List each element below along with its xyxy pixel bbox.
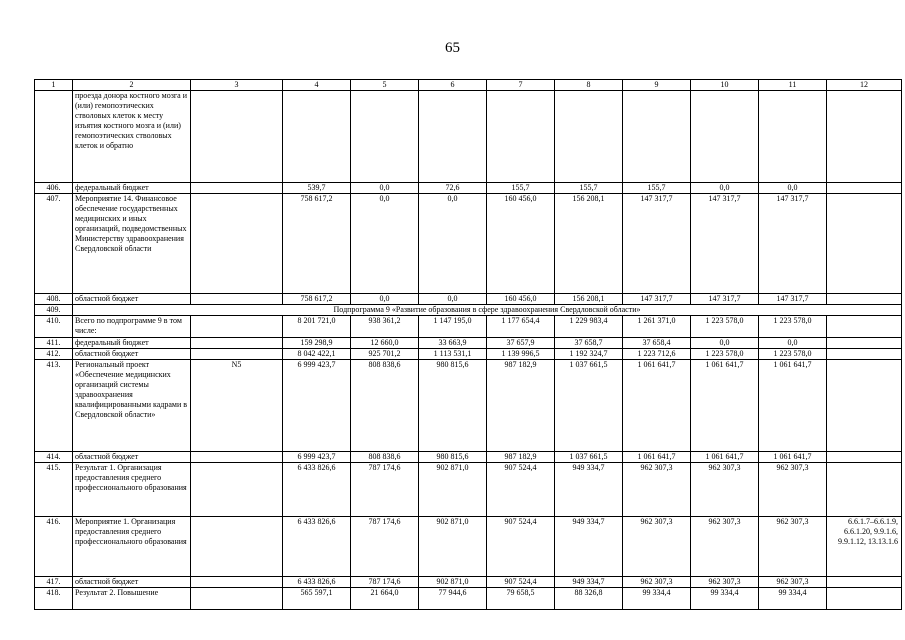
amount-cell: 0,0 <box>419 194 487 294</box>
header-cell: 12 <box>827 80 902 91</box>
item-code <box>191 349 283 360</box>
amount-cell: 962 307,3 <box>691 463 759 517</box>
amount-cell: 907 524,4 <box>487 463 555 517</box>
table-row <box>35 294 902 305</box>
amount-cell: 962 307,3 <box>691 577 759 588</box>
amount-cell: 1 223 578,0 <box>691 349 759 360</box>
table-row <box>35 316 902 338</box>
amount-cell: 987 182,9 <box>487 452 555 463</box>
amount-cell: 0,0 <box>351 183 419 194</box>
amount-cell <box>623 91 691 183</box>
amount-cell: 0,0 <box>759 338 827 349</box>
target-indicators <box>827 338 902 349</box>
budget-table <box>34 79 902 610</box>
amount-cell: 1 223 712,6 <box>623 349 691 360</box>
amount-cell: 8 042 422,1 <box>283 349 351 360</box>
row-number: 409. <box>35 305 73 316</box>
amount-cell: 88 326,8 <box>555 588 623 610</box>
amount-cell: 808 838,6 <box>351 452 419 463</box>
amount-cell: 79 658,5 <box>487 588 555 610</box>
header-cell: 7 <box>487 80 555 91</box>
amount-cell: 6 999 423,7 <box>283 452 351 463</box>
amount-cell <box>351 91 419 183</box>
amount-cell: 147 317,7 <box>623 194 691 294</box>
table-row <box>35 463 902 517</box>
amount-cell: 6 433 826,6 <box>283 517 351 577</box>
table-row <box>35 91 902 183</box>
item-code <box>191 91 283 183</box>
amount-cell: 758 617,2 <box>283 194 351 294</box>
amount-cell <box>759 91 827 183</box>
amount-cell: 37 657,9 <box>487 338 555 349</box>
amount-cell: 962 307,3 <box>759 463 827 517</box>
table-row <box>35 338 902 349</box>
amount-cell: 938 361,2 <box>351 316 419 338</box>
header-cell: 1 <box>35 80 73 91</box>
row-number: 410. <box>35 316 73 338</box>
target-indicators <box>827 349 902 360</box>
table-row <box>35 349 902 360</box>
table-row <box>35 577 902 588</box>
amount-cell: 1 223 578,0 <box>759 349 827 360</box>
amount-cell: 8 201 721,0 <box>283 316 351 338</box>
amount-cell <box>487 91 555 183</box>
item-code <box>191 452 283 463</box>
item-name: Результат 2. Повышение <box>73 588 191 610</box>
amount-cell: 902 871,0 <box>419 463 487 517</box>
amount-cell: 147 317,7 <box>691 194 759 294</box>
row-number: 418. <box>35 588 73 610</box>
item-name: Всего по подпрограмме 9 в том числе: <box>73 316 191 338</box>
amount-cell: 155,7 <box>623 183 691 194</box>
header-row <box>35 80 902 91</box>
amount-cell: 907 524,4 <box>487 577 555 588</box>
amount-cell: 37 658,7 <box>555 338 623 349</box>
amount-cell: 72,6 <box>419 183 487 194</box>
target-indicators <box>827 316 902 338</box>
amount-cell: 147 317,7 <box>623 294 691 305</box>
amount-cell <box>555 91 623 183</box>
amount-cell <box>691 91 759 183</box>
item-name: федеральный бюджет <box>73 338 191 349</box>
amount-cell: 6 999 423,7 <box>283 360 351 452</box>
amount-cell: 77 944,6 <box>419 588 487 610</box>
amount-cell: 160 456,0 <box>487 194 555 294</box>
header-cell: 10 <box>691 80 759 91</box>
amount-cell: 1 147 195,0 <box>419 316 487 338</box>
amount-cell: 6 433 826,6 <box>283 577 351 588</box>
target-indicators <box>827 588 902 610</box>
amount-cell: 962 307,3 <box>623 463 691 517</box>
row-number: 413. <box>35 360 73 452</box>
amount-cell: 147 317,7 <box>691 294 759 305</box>
amount-cell: 1 061 641,7 <box>759 452 827 463</box>
amount-cell: 808 838,6 <box>351 360 419 452</box>
amount-cell <box>419 91 487 183</box>
amount-cell: 147 317,7 <box>759 294 827 305</box>
amount-cell: 99 334,4 <box>759 588 827 610</box>
amount-cell: 787 174,6 <box>351 577 419 588</box>
amount-cell: 949 334,7 <box>555 577 623 588</box>
amount-cell: 0,0 <box>351 194 419 294</box>
amount-cell: 1 229 983,4 <box>555 316 623 338</box>
row-number: 416. <box>35 517 73 577</box>
item-code <box>191 517 283 577</box>
amount-cell: 0,0 <box>351 294 419 305</box>
item-code <box>191 588 283 610</box>
amount-cell: 1 177 654,4 <box>487 316 555 338</box>
amount-cell: 0,0 <box>419 294 487 305</box>
amount-cell: 156 208,1 <box>555 294 623 305</box>
header-cell: 8 <box>555 80 623 91</box>
amount-cell: 1 061 641,7 <box>623 452 691 463</box>
item-name: областной бюджет <box>73 294 191 305</box>
item-code <box>191 338 283 349</box>
amount-cell: 1 061 641,7 <box>691 452 759 463</box>
target-indicators <box>827 577 902 588</box>
amount-cell: 1 061 641,7 <box>691 360 759 452</box>
amount-cell: 21 664,0 <box>351 588 419 610</box>
item-name: Результат 1. Организация предоставления среднего профессионального образования <box>73 463 191 517</box>
amount-cell: 1 037 661,5 <box>555 452 623 463</box>
item-name: областной бюджет <box>73 452 191 463</box>
amount-cell: 155,7 <box>487 183 555 194</box>
amount-cell: 949 334,7 <box>555 517 623 577</box>
amount-cell: 787 174,6 <box>351 463 419 517</box>
amount-cell: 1 139 996,5 <box>487 349 555 360</box>
item-name: областной бюджет <box>73 577 191 588</box>
header-cell: 11 <box>759 80 827 91</box>
amount-cell: 6 433 826,6 <box>283 463 351 517</box>
amount-cell: 1 261 371,0 <box>623 316 691 338</box>
amount-cell: 902 871,0 <box>419 577 487 588</box>
amount-cell: 787 174,6 <box>351 517 419 577</box>
item-name: проезда донора костного мозга и (или) гемопоэтических стволовых клеток к месту изъятия костного мозга и (или) гемопоэтических стволовых клеток и обратно <box>73 91 191 183</box>
amount-cell: 980 815,6 <box>419 452 487 463</box>
item-code <box>191 577 283 588</box>
amount-cell: 0,0 <box>691 338 759 349</box>
row-number: 417. <box>35 577 73 588</box>
amount-cell: 902 871,0 <box>419 517 487 577</box>
amount-cell: 156 208,1 <box>555 194 623 294</box>
header-cell: 5 <box>351 80 419 91</box>
amount-cell: 987 182,9 <box>487 360 555 452</box>
row-number: 406. <box>35 183 73 194</box>
amount-cell: 33 663,9 <box>419 338 487 349</box>
amount-cell: 0,0 <box>691 183 759 194</box>
item-name: Региональный проект «Обеспечение медицинских организаций системы здравоохранения квалифицированными кадрами в Свердловской области» <box>73 360 191 452</box>
header-cell: 2 <box>73 80 191 91</box>
row-number: 407. <box>35 194 73 294</box>
amount-cell: 962 307,3 <box>623 517 691 577</box>
table-row <box>35 517 902 577</box>
row-number: 414. <box>35 452 73 463</box>
table-row <box>35 305 902 316</box>
amount-cell: 907 524,4 <box>487 517 555 577</box>
amount-cell: 565 597,1 <box>283 588 351 610</box>
item-name: областной бюджет <box>73 349 191 360</box>
amount-cell: 1 192 324,7 <box>555 349 623 360</box>
amount-cell: 962 307,3 <box>759 517 827 577</box>
amount-cell <box>283 91 351 183</box>
table-row <box>35 588 902 610</box>
item-name: федеральный бюджет <box>73 183 191 194</box>
amount-cell: 155,7 <box>555 183 623 194</box>
target-indicators <box>827 463 902 517</box>
row-number <box>35 91 73 183</box>
table-row <box>35 452 902 463</box>
table-row <box>35 194 902 294</box>
item-code <box>191 463 283 517</box>
amount-cell: 539,7 <box>283 183 351 194</box>
amount-cell: 962 307,3 <box>691 517 759 577</box>
amount-cell: 99 334,4 <box>623 588 691 610</box>
target-indicators <box>827 452 902 463</box>
target-indicators: 6.6.1.7–6.6.1.9, 6.6.1.20, 9.9.1.6, 9.9.1.12, 13.13.1.6 <box>827 517 902 577</box>
amount-cell: 0,0 <box>759 183 827 194</box>
amount-cell: 159 298,9 <box>283 338 351 349</box>
item-code <box>191 194 283 294</box>
row-number: 411. <box>35 338 73 349</box>
amount-cell: 1 223 578,0 <box>759 316 827 338</box>
amount-cell: 1 061 641,7 <box>759 360 827 452</box>
amount-cell: 949 334,7 <box>555 463 623 517</box>
target-indicators <box>827 360 902 452</box>
target-indicators <box>827 183 902 194</box>
row-number: 415. <box>35 463 73 517</box>
header-cell: 6 <box>419 80 487 91</box>
amount-cell: 99 334,4 <box>691 588 759 610</box>
item-code <box>191 183 283 194</box>
page-number: 65 <box>445 40 460 56</box>
table-row <box>35 183 902 194</box>
item-code <box>191 316 283 338</box>
amount-cell: 12 660,0 <box>351 338 419 349</box>
target-indicators <box>827 91 902 183</box>
header-cell: 3 <box>191 80 283 91</box>
item-name: Мероприятие 14. Финансовое обеспечение государственных медицинских и иных организаций, подведомственных Министерству здравоохранения Свердловской области <box>73 194 191 294</box>
amount-cell: 147 317,7 <box>759 194 827 294</box>
subprogram-title: Подпрограмма 9 «Развитие образования в сфере здравоохранения Свердловской области» <box>73 305 902 316</box>
item-name: Мероприятие 1. Организация предоставления среднего профессионального образования <box>73 517 191 577</box>
row-number: 408. <box>35 294 73 305</box>
header-cell: 4 <box>283 80 351 91</box>
amount-cell: 962 307,3 <box>623 577 691 588</box>
amount-cell: 1 223 578,0 <box>691 316 759 338</box>
target-indicators <box>827 194 902 294</box>
table-row <box>35 360 902 452</box>
row-number: 412. <box>35 349 73 360</box>
amount-cell: 37 658,4 <box>623 338 691 349</box>
amount-cell: 160 456,0 <box>487 294 555 305</box>
amount-cell: 1 113 531,1 <box>419 349 487 360</box>
amount-cell: 962 307,3 <box>759 577 827 588</box>
item-code <box>191 294 283 305</box>
amount-cell: 980 815,6 <box>419 360 487 452</box>
item-code: N5 <box>191 360 283 452</box>
amount-cell: 1 061 641,7 <box>623 360 691 452</box>
amount-cell: 758 617,2 <box>283 294 351 305</box>
amount-cell: 1 037 661,5 <box>555 360 623 452</box>
header-cell: 9 <box>623 80 691 91</box>
amount-cell: 925 701,2 <box>351 349 419 360</box>
target-indicators <box>827 294 902 305</box>
